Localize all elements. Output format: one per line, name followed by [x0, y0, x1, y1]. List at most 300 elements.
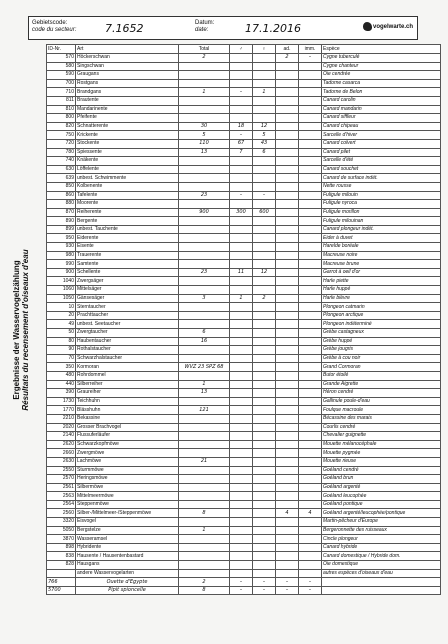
cell-total[interactable]	[179, 71, 230, 80]
cell-adult[interactable]	[276, 423, 299, 432]
cell-total[interactable]	[179, 96, 230, 105]
cell-total[interactable]: 16	[179, 337, 230, 346]
cell-immature[interactable]	[299, 457, 322, 466]
cell-male[interactable]	[230, 225, 253, 234]
cell-female[interactable]	[253, 79, 276, 88]
cell-adult[interactable]	[276, 457, 299, 466]
cell-adult[interactable]	[276, 131, 299, 140]
cell-adult[interactable]	[276, 500, 299, 509]
cell-adult[interactable]	[276, 483, 299, 492]
cell-immature[interactable]	[299, 423, 322, 432]
cell-male[interactable]	[230, 157, 253, 166]
cell-female[interactable]	[253, 363, 276, 372]
cell-adult[interactable]	[276, 251, 299, 260]
cell-female[interactable]	[253, 475, 276, 484]
cell-immature[interactable]	[299, 105, 322, 114]
cell-male[interactable]: –	[230, 578, 253, 587]
cell-female[interactable]	[253, 260, 276, 269]
cell-total[interactable]	[179, 182, 230, 191]
cell-total[interactable]: 23	[179, 191, 230, 200]
cell-immature[interactable]	[299, 165, 322, 174]
cell-male[interactable]	[230, 389, 253, 398]
cell-adult[interactable]	[276, 191, 299, 200]
cell-male[interactable]	[230, 526, 253, 535]
cell-total[interactable]	[179, 440, 230, 449]
cell-female[interactable]	[253, 234, 276, 243]
cell-immature[interactable]	[299, 535, 322, 544]
cell-immature[interactable]	[299, 96, 322, 105]
cell-adult[interactable]: –	[276, 578, 299, 587]
cell-male[interactable]	[230, 552, 253, 561]
cell-female[interactable]	[253, 500, 276, 509]
cell-male[interactable]	[230, 346, 253, 355]
cell-total[interactable]	[179, 492, 230, 501]
cell-immature[interactable]	[299, 62, 322, 71]
cell-total[interactable]	[179, 165, 230, 174]
cell-immature[interactable]	[299, 311, 322, 320]
cell-immature[interactable]	[299, 492, 322, 501]
cell-adult[interactable]	[276, 432, 299, 441]
cell-immature[interactable]: –	[299, 54, 322, 63]
cell-immature[interactable]	[299, 363, 322, 372]
cell-total[interactable]	[179, 260, 230, 269]
cell-male[interactable]	[230, 311, 253, 320]
cell-adult[interactable]	[276, 139, 299, 148]
cell-adult[interactable]	[276, 380, 299, 389]
cell-male[interactable]	[230, 535, 253, 544]
cell-total[interactable]: 3	[179, 294, 230, 303]
cell-total[interactable]	[179, 423, 230, 432]
cell-male[interactable]: 300	[230, 208, 253, 217]
cell-total[interactable]: 1	[179, 380, 230, 389]
cell-female[interactable]: –	[253, 578, 276, 587]
cell-adult[interactable]	[276, 243, 299, 252]
cell-total[interactable]	[179, 346, 230, 355]
cell-male[interactable]	[230, 432, 253, 441]
cell-adult[interactable]	[276, 165, 299, 174]
cell-male[interactable]	[230, 165, 253, 174]
cell-male[interactable]	[230, 483, 253, 492]
cell-immature[interactable]	[299, 182, 322, 191]
cell-adult[interactable]	[276, 157, 299, 166]
cell-female[interactable]	[253, 440, 276, 449]
cell-female[interactable]	[253, 380, 276, 389]
cell-total[interactable]	[179, 303, 230, 312]
cell-immature[interactable]	[299, 518, 322, 527]
cell-adult[interactable]	[276, 294, 299, 303]
cell-adult[interactable]	[276, 182, 299, 191]
cell-female[interactable]	[253, 225, 276, 234]
cell-male[interactable]	[230, 96, 253, 105]
cell-female[interactable]	[253, 286, 276, 295]
cell-female[interactable]	[253, 157, 276, 166]
cell-male[interactable]: –	[230, 586, 253, 595]
cell-total[interactable]	[179, 414, 230, 423]
cell-total[interactable]	[179, 311, 230, 320]
cell-total[interactable]	[179, 62, 230, 71]
cell-adult[interactable]	[276, 406, 299, 415]
cell-female[interactable]	[253, 311, 276, 320]
cell-adult[interactable]	[276, 561, 299, 570]
cell-total[interactable]	[179, 500, 230, 509]
cell-total[interactable]: 5	[179, 131, 230, 140]
cell-male[interactable]: –	[230, 131, 253, 140]
cell-immature[interactable]	[299, 260, 322, 269]
cell-male[interactable]	[230, 114, 253, 123]
cell-total[interactable]: 1	[179, 526, 230, 535]
cell-total[interactable]: 23	[179, 268, 230, 277]
cell-female[interactable]	[253, 217, 276, 226]
cell-male[interactable]	[230, 500, 253, 509]
cell-immature[interactable]: –	[299, 578, 322, 587]
cell-female[interactable]	[253, 509, 276, 518]
cell-male[interactable]	[230, 440, 253, 449]
cell-adult[interactable]: –	[276, 586, 299, 595]
cell-adult[interactable]	[276, 414, 299, 423]
cell-male[interactable]	[230, 371, 253, 380]
cell-total[interactable]	[179, 475, 230, 484]
cell-female[interactable]	[253, 389, 276, 398]
cell-male[interactable]	[230, 277, 253, 286]
cell-total[interactable]: 110	[179, 139, 230, 148]
cell-female[interactable]	[253, 251, 276, 260]
cell-immature[interactable]	[299, 432, 322, 441]
cell-total[interactable]: 13	[179, 148, 230, 157]
cell-female[interactable]	[253, 397, 276, 406]
cell-adult[interactable]	[276, 234, 299, 243]
cell-male[interactable]	[230, 337, 253, 346]
cell-female[interactable]	[253, 449, 276, 458]
cell-female[interactable]	[253, 518, 276, 527]
cell-adult[interactable]	[276, 225, 299, 234]
cell-female[interactable]: 2	[253, 294, 276, 303]
cell-male[interactable]	[230, 320, 253, 329]
cell-immature[interactable]	[299, 380, 322, 389]
cell-female[interactable]	[253, 71, 276, 80]
cell-male[interactable]	[230, 174, 253, 183]
cell-immature[interactable]	[299, 406, 322, 415]
cell-immature[interactable]	[299, 139, 322, 148]
cell-female[interactable]	[253, 105, 276, 114]
cell-immature[interactable]	[299, 440, 322, 449]
cell-male[interactable]	[230, 457, 253, 466]
cell-immature[interactable]	[299, 414, 322, 423]
cell-total[interactable]	[179, 114, 230, 123]
cell-female[interactable]	[253, 54, 276, 63]
cell-immature[interactable]	[299, 114, 322, 123]
cell-immature[interactable]	[299, 157, 322, 166]
cell-total[interactable]: 121	[179, 406, 230, 415]
cell-adult[interactable]	[276, 449, 299, 458]
cell-adult[interactable]	[276, 526, 299, 535]
cell-female[interactable]: 12	[253, 268, 276, 277]
cell-adult[interactable]	[276, 346, 299, 355]
cell-adult[interactable]	[276, 286, 299, 295]
cell-adult[interactable]	[276, 389, 299, 398]
cell-immature[interactable]	[299, 208, 322, 217]
cell-female[interactable]	[253, 432, 276, 441]
cell-adult[interactable]	[276, 535, 299, 544]
cell-total[interactable]	[179, 397, 230, 406]
cell-total[interactable]: 900	[179, 208, 230, 217]
cell-female[interactable]	[253, 329, 276, 338]
cell-total[interactable]	[179, 371, 230, 380]
cell-immature[interactable]	[299, 483, 322, 492]
cell-immature[interactable]	[299, 329, 322, 338]
cell-immature[interactable]	[299, 475, 322, 484]
cell-total[interactable]	[179, 79, 230, 88]
cell-immature[interactable]	[299, 320, 322, 329]
cell-adult[interactable]	[276, 337, 299, 346]
cell-total[interactable]	[179, 225, 230, 234]
cell-female[interactable]	[253, 414, 276, 423]
cell-female[interactable]	[253, 174, 276, 183]
cell-female[interactable]	[253, 535, 276, 544]
cell-female[interactable]	[253, 243, 276, 252]
cell-immature[interactable]	[299, 552, 322, 561]
cell-immature[interactable]	[299, 337, 322, 346]
cell-male[interactable]	[230, 251, 253, 260]
cell-total[interactable]: 2	[179, 54, 230, 63]
cell-immature[interactable]	[299, 543, 322, 552]
cell-immature[interactable]	[299, 294, 322, 303]
cell-immature[interactable]: 4	[299, 509, 322, 518]
cell-total[interactable]: 13	[179, 389, 230, 398]
cell-male[interactable]	[230, 105, 253, 114]
cell-adult[interactable]	[276, 354, 299, 363]
cell-male[interactable]	[230, 71, 253, 80]
cell-male[interactable]	[230, 466, 253, 475]
cell-male[interactable]	[230, 543, 253, 552]
cell-immature[interactable]	[299, 526, 322, 535]
cell-total[interactable]: WVZ 23 SPZ 68	[179, 363, 230, 372]
cell-immature[interactable]	[299, 277, 322, 286]
cell-adult[interactable]	[276, 371, 299, 380]
cell-adult[interactable]: 4	[276, 509, 299, 518]
cell-total[interactable]	[179, 569, 230, 578]
cell-male[interactable]	[230, 182, 253, 191]
cell-adult[interactable]	[276, 552, 299, 561]
cell-female[interactable]	[253, 569, 276, 578]
cell-male[interactable]: 7	[230, 148, 253, 157]
cell-male[interactable]	[230, 423, 253, 432]
cell-female[interactable]	[253, 561, 276, 570]
cell-total[interactable]	[179, 518, 230, 527]
cell-adult[interactable]	[276, 363, 299, 372]
cell-male[interactable]: 67	[230, 139, 253, 148]
cell-immature[interactable]	[299, 122, 322, 131]
cell-male[interactable]	[230, 380, 253, 389]
cell-male[interactable]	[230, 217, 253, 226]
cell-female[interactable]	[253, 303, 276, 312]
cell-immature[interactable]	[299, 397, 322, 406]
cell-total[interactable]	[179, 466, 230, 475]
cell-immature[interactable]	[299, 500, 322, 509]
cell-adult[interactable]	[276, 440, 299, 449]
cell-male[interactable]: 11	[230, 268, 253, 277]
cell-total[interactable]	[179, 217, 230, 226]
cell-female[interactable]	[253, 371, 276, 380]
cell-female[interactable]	[253, 552, 276, 561]
cell-male[interactable]	[230, 234, 253, 243]
cell-total[interactable]	[179, 354, 230, 363]
cell-total[interactable]	[179, 105, 230, 114]
cell-total[interactable]	[179, 543, 230, 552]
cell-adult[interactable]	[276, 174, 299, 183]
cell-immature[interactable]: –	[299, 586, 322, 595]
cell-adult[interactable]	[276, 329, 299, 338]
cell-female[interactable]: 5	[253, 131, 276, 140]
cell-female[interactable]	[253, 526, 276, 535]
cell-female[interactable]	[253, 114, 276, 123]
cell-total[interactable]	[179, 157, 230, 166]
cell-total[interactable]	[179, 243, 230, 252]
date-value[interactable]: 17.1.2016	[245, 22, 301, 35]
cell-female[interactable]	[253, 423, 276, 432]
cell-total[interactable]	[179, 483, 230, 492]
cell-female[interactable]	[253, 466, 276, 475]
cell-total[interactable]	[179, 320, 230, 329]
cell-female[interactable]: –	[253, 586, 276, 595]
cell-total[interactable]: 8	[179, 509, 230, 518]
cell-total[interactable]: 2	[179, 578, 230, 587]
cell-female[interactable]: 1	[253, 88, 276, 97]
cell-total[interactable]	[179, 234, 230, 243]
cell-immature[interactable]	[299, 225, 322, 234]
cell-female[interactable]	[253, 337, 276, 346]
cell-adult[interactable]	[276, 122, 299, 131]
cell-male[interactable]	[230, 397, 253, 406]
cell-male[interactable]	[230, 363, 253, 372]
cell-male[interactable]	[230, 509, 253, 518]
cell-immature[interactable]	[299, 79, 322, 88]
cell-total[interactable]: 21	[179, 457, 230, 466]
cell-adult[interactable]	[276, 79, 299, 88]
cell-male[interactable]	[230, 62, 253, 71]
cell-female[interactable]	[253, 346, 276, 355]
cell-immature[interactable]	[299, 389, 322, 398]
cell-male[interactable]	[230, 79, 253, 88]
cell-immature[interactable]	[299, 191, 322, 200]
cell-immature[interactable]	[299, 354, 322, 363]
cell-immature[interactable]	[299, 200, 322, 209]
cell-male[interactable]: –	[230, 191, 253, 200]
cell-female[interactable]	[253, 165, 276, 174]
cell-male[interactable]	[230, 286, 253, 295]
cell-female[interactable]	[253, 543, 276, 552]
cell-male[interactable]	[230, 54, 253, 63]
cell-immature[interactable]	[299, 217, 322, 226]
cell-female[interactable]	[253, 492, 276, 501]
cell-total[interactable]	[179, 535, 230, 544]
cell-total[interactable]	[179, 432, 230, 441]
cell-female[interactable]: 600	[253, 208, 276, 217]
cell-male[interactable]	[230, 414, 253, 423]
cell-total[interactable]	[179, 200, 230, 209]
cell-female[interactable]: 12	[253, 122, 276, 131]
cell-immature[interactable]	[299, 449, 322, 458]
cell-immature[interactable]	[299, 569, 322, 578]
cell-immature[interactable]	[299, 371, 322, 380]
cell-immature[interactable]	[299, 286, 322, 295]
cell-immature[interactable]	[299, 234, 322, 243]
cell-adult[interactable]	[276, 105, 299, 114]
cell-immature[interactable]	[299, 243, 322, 252]
cell-male[interactable]	[230, 492, 253, 501]
cell-female[interactable]	[253, 320, 276, 329]
cell-female[interactable]: –	[253, 191, 276, 200]
cell-female[interactable]	[253, 354, 276, 363]
cell-total[interactable]	[179, 552, 230, 561]
cell-adult[interactable]	[276, 543, 299, 552]
cell-female[interactable]	[253, 483, 276, 492]
cell-female[interactable]	[253, 457, 276, 466]
cell-adult[interactable]	[276, 200, 299, 209]
cell-adult[interactable]	[276, 277, 299, 286]
cell-total[interactable]	[179, 286, 230, 295]
cell-adult[interactable]	[276, 303, 299, 312]
cell-total[interactable]	[179, 561, 230, 570]
cell-immature[interactable]	[299, 268, 322, 277]
cell-adult[interactable]	[276, 62, 299, 71]
cell-immature[interactable]	[299, 561, 322, 570]
cell-male[interactable]	[230, 303, 253, 312]
cell-male[interactable]	[230, 260, 253, 269]
cell-total[interactable]: 6	[179, 329, 230, 338]
cell-adult[interactable]	[276, 492, 299, 501]
cell-immature[interactable]	[299, 466, 322, 475]
cell-female[interactable]	[253, 182, 276, 191]
cell-female[interactable]	[253, 200, 276, 209]
cell-male[interactable]	[230, 200, 253, 209]
cell-adult[interactable]	[276, 268, 299, 277]
cell-male[interactable]	[230, 329, 253, 338]
cell-adult[interactable]	[276, 397, 299, 406]
cell-immature[interactable]	[299, 251, 322, 260]
cell-total[interactable]	[179, 277, 230, 286]
cell-female[interactable]	[253, 277, 276, 286]
cell-male[interactable]	[230, 354, 253, 363]
cell-female[interactable]	[253, 406, 276, 415]
cell-male[interactable]	[230, 449, 253, 458]
cell-female[interactable]	[253, 96, 276, 105]
cell-male[interactable]: –	[230, 88, 253, 97]
cell-male[interactable]	[230, 561, 253, 570]
cell-adult[interactable]: 2	[276, 54, 299, 63]
cell-total[interactable]	[179, 174, 230, 183]
cell-male[interactable]: 1	[230, 294, 253, 303]
cell-immature[interactable]	[299, 303, 322, 312]
cell-adult[interactable]	[276, 569, 299, 578]
cell-total[interactable]: 30	[179, 122, 230, 131]
cell-immature[interactable]	[299, 71, 322, 80]
cell-adult[interactable]	[276, 260, 299, 269]
cell-adult[interactable]	[276, 71, 299, 80]
cell-total[interactable]: 8	[179, 586, 230, 595]
cell-female[interactable]	[253, 62, 276, 71]
area-code-value[interactable]: 7.1652	[105, 22, 144, 35]
cell-adult[interactable]	[276, 217, 299, 226]
cell-female[interactable]: 43	[253, 139, 276, 148]
cell-male[interactable]	[230, 243, 253, 252]
cell-immature[interactable]	[299, 88, 322, 97]
cell-male[interactable]	[230, 569, 253, 578]
cell-male[interactable]	[230, 475, 253, 484]
cell-total[interactable]	[179, 251, 230, 260]
cell-male[interactable]	[230, 518, 253, 527]
cell-immature[interactable]	[299, 131, 322, 140]
cell-adult[interactable]	[276, 148, 299, 157]
